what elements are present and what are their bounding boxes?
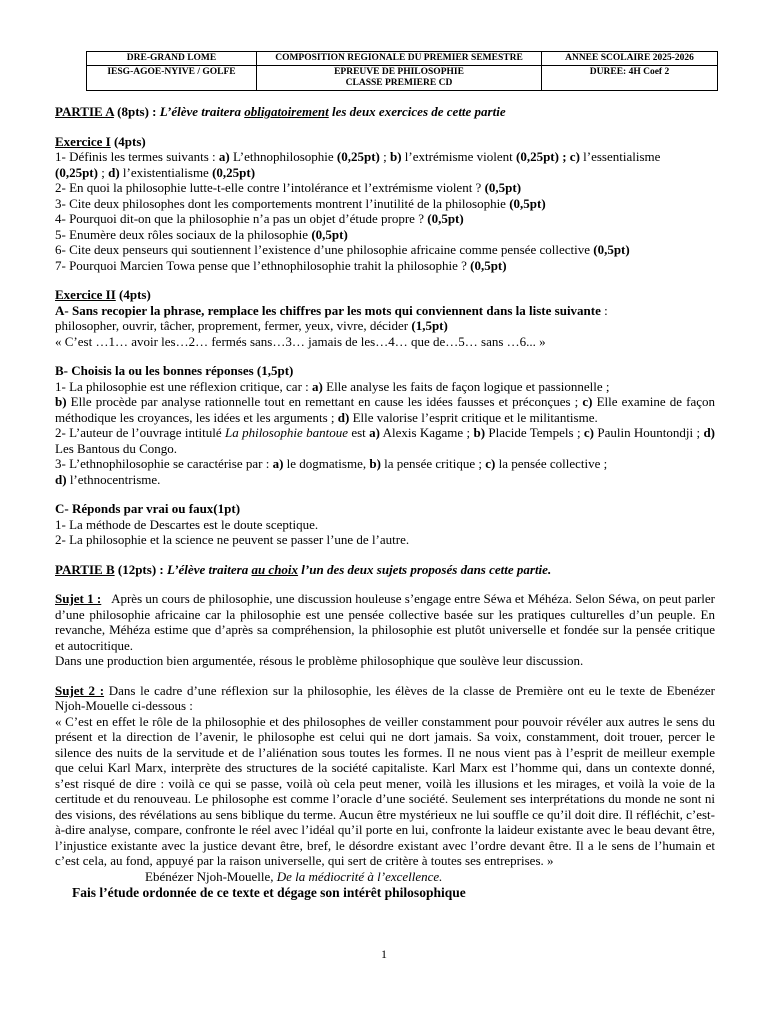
option-text: Placide Tempels ;	[485, 425, 584, 440]
part-a-instruction	[160, 104, 506, 119]
option-text: la pensée collective ;	[495, 456, 608, 471]
citation-book: De la médiocrité à l’excellence.	[276, 868, 443, 884]
part-a-heading	[55, 104, 715, 120]
header-class: CLASSE PREMIERE CD	[345, 78, 453, 88]
question-text: ;	[97, 164, 109, 180]
points: (1,5pt)	[411, 318, 448, 333]
question-text: 2- En quoi la philosophie lutte-t-elle contre l’intolérance et l’extrémisme violent ?	[55, 180, 485, 195]
question-text: 7- Pourquoi Marcien Towa pense que l’ethnophilosophie trahit la philosophie ?	[55, 257, 471, 273]
question-text: 6- Cite deux penseurs qui soutiennent l’existence d’une philosophie africaine comme pensée collective	[55, 242, 594, 257]
option-letter: b)	[369, 456, 381, 471]
part-b-points: (12pts) :	[114, 561, 167, 577]
option-letter: d)	[55, 471, 67, 487]
option-text: Paulin Hountondji ;	[594, 425, 704, 440]
part-b-heading	[55, 562, 715, 578]
sujet-1-text: Après un cours de philosophie, une discussion houleuse s’engage entre Séwa et Méhéza. Selon Séwa, on peut parler d’une philosophie africaine car la philosophie est une pensée collective basée sur les pratiques culturelles d’un peuple. En revanche, Méhéza estime que d’après sa compréhension, la philosophie est plutôt universelle et fondée sur la pensée critique et autocritique.	[55, 591, 716, 653]
part-b-instruction-3: l’un des deux sujets proposés dans cette partie.	[298, 561, 552, 577]
option-text: Elle analyse les faits de façon logique et passionnelle ;	[322, 378, 610, 394]
header-table	[86, 51, 718, 91]
question-text: 5- Enumère deux rôles sociaux de la philosophie	[55, 226, 312, 242]
question-2	[55, 180, 715, 196]
true-false-1: 1- La méthode de Descartes est le doute sceptique.	[55, 516, 319, 532]
points: (0,5pt)	[470, 257, 507, 273]
header-subject	[257, 66, 542, 91]
exercise-2-heading	[55, 287, 715, 303]
section-a-instruction	[55, 303, 715, 319]
part-b-instruction-2: au choix	[251, 561, 299, 577]
option-letter: b)	[389, 149, 402, 164]
sujet-2-task: Fais l’étude ordonnée de ce texte et dégage son intérêt philosophique	[72, 885, 466, 900]
points: (0,5pt)	[427, 211, 464, 226]
option-letter: c)	[569, 149, 580, 164]
option-letter: d)	[337, 409, 350, 425]
option-letter: a)	[369, 425, 380, 440]
option-letter: a)	[272, 456, 284, 471]
points: (0,5pt)	[593, 242, 630, 257]
question-text: 4- Pourquoi dit-on que la philosophie n’a pas un objet d’étude propre ?	[55, 211, 428, 226]
option-letter: d)	[703, 425, 716, 440]
option-text: Elle examine de façon méthodique les croyances, les idées et les arguments ;	[55, 394, 716, 425]
points: (0,25pt)	[55, 164, 98, 180]
sujet-1	[55, 591, 715, 653]
question-5	[55, 227, 715, 243]
question-1	[55, 149, 715, 180]
part-a-title: PARTIE A	[55, 104, 114, 119]
points: (0,5pt)	[509, 195, 546, 211]
sujet-1-label: Sujet 1 :	[55, 591, 102, 606]
question-text: ;	[379, 149, 390, 164]
question-text: 1- La philosophie est une réflexion critique, car :	[55, 378, 313, 394]
option-letter: c)	[485, 456, 496, 471]
option-letter: c)	[583, 425, 595, 440]
sujet-2-quote: « C’est en effet le rôle de la philosophie et des philosophes de veiller constamment pour pouvoir révéler aux autres le sens du présent et la direction de l’avenir, le philosophe est celui qui ne dort jamais. Sa voix, constamment, doit trouer, percer le silence des nuits de la servitude et de l’aliénation sous toutes les formes. Il ne nous vient pas à l’esprit de meilleur exemple que celui Karl Marx, interprète des structures de la société capitaliste. Karl Marx est l’homme qui, dans un contexte donné, s’est risqué de dire : voilà ce qui se passe, voilà où cela peut mener, voilà les illusions et les mirages, et voilà la voie de la certitude et du renouveau. Le philosophe est comme l’oracle d’une société. Seulement ses interprétations du monde ne sont ni des visions, des révélations au sens biblique du terme. Aucun être mystérieux ne lui souffle ce qu’il doit dire. Il réfléchit, c’est-à-dire analyse, compare, confronte le réel avec l’idéal qu’il porte en lui, confronte la laideur existante avec le beau devant être, l’injustice existante avec la justice devant être, bref, le désordre existant avec l’ordre devant être. Il a le sens de l’humain et c’est cela, au fond, appuyé par la raison universelle, qui sert de critère à toutes ses entreprises. »	[55, 713, 715, 868]
exercise-2-title: Exercice II	[55, 287, 116, 302]
section-a-title: A- Sans recopier la phrase, remplace les chiffres par les mots qui conviennent dans la liste suivante	[55, 302, 601, 318]
option-text: Elle procède par analyse rationnelle tout en remettant en cause les idées fausses et préconçues ;	[66, 394, 583, 409]
quote-citation	[55, 869, 715, 885]
question-text: l’essentialisme	[579, 149, 661, 164]
option-text: Alexis Kagame ;	[379, 425, 474, 440]
option-text: la pensée critique ;	[380, 456, 486, 471]
question-text: 3- L’ethnophilosophie se caractérise par :	[55, 456, 273, 471]
option-letter: a)	[312, 378, 323, 394]
section-a-colon: :	[600, 302, 608, 318]
part-a-instruction-2: obligatoirement	[244, 104, 329, 119]
option-letter: c)	[582, 394, 593, 409]
header-epreuve: EPREUVE DE PHILOSOPHIE	[334, 67, 464, 77]
question-6	[55, 242, 715, 258]
book-title: La philosophie bantoue	[225, 425, 348, 440]
header-row	[87, 66, 718, 91]
points: (0,5pt)	[484, 180, 522, 195]
part-b-title: PARTIE B	[55, 561, 115, 577]
option-text: l’ethnocentrisme.	[66, 471, 161, 487]
question-text: 1- Définis les termes suivants :	[55, 149, 219, 164]
mcq-1-options	[55, 394, 715, 425]
exercise-2-points: (4pts)	[115, 287, 151, 302]
option-letter: b)	[473, 425, 486, 440]
option-letter: d)	[108, 164, 120, 180]
option-letter: b)	[55, 394, 67, 409]
option-text: Les Bantous du Congo.	[55, 440, 178, 456]
option-text: Elle valorise l’esprit critique et le militantisme.	[349, 409, 598, 425]
question-3	[55, 196, 715, 212]
true-false-2: 2- La philosophie et la science ne peuvent se passer l’une de l’autre.	[55, 532, 410, 547]
question-4	[55, 211, 715, 227]
points: (0,25pt)	[212, 164, 256, 180]
header-school-year: ANNEE SCOLAIRE 2025-2026	[542, 52, 718, 66]
word-list	[55, 318, 715, 334]
part-a-instruction-3: les deux exercices de cette partie	[328, 104, 506, 119]
part-b-instruction-1: L’élève traitera	[166, 561, 252, 577]
header-composition: COMPOSITION REGIONALE DU PREMIER SEMESTRE	[257, 52, 542, 66]
word-list-text: philosopher, ouvrir, tâcher, proprement, fermer, yeux, vivre, décider	[55, 318, 412, 333]
mcq-3	[55, 456, 715, 487]
section-c-title: C- Réponds par vrai ou faux(1pt)	[55, 501, 241, 516]
header-duration: DUREE: 4H Coef 2	[542, 66, 718, 91]
exam-body	[55, 104, 715, 901]
header-row	[87, 52, 718, 66]
exercise-1-heading	[55, 134, 715, 150]
part-a-points: (8pts) :	[113, 104, 160, 119]
exercise-1-points: (4pts)	[110, 133, 146, 149]
points: (0,5pt)	[311, 226, 348, 242]
sujet-2	[55, 683, 715, 714]
mcq-2	[55, 425, 715, 456]
sujet-2-intro: Dans le cadre d’une réflexion sur la philosophie, les élèves de la classe de Première ont eu le texte de Ebenézer Njoh-Mouelle ci-dessous :	[55, 682, 715, 713]
section-b-title: B- Choisis la ou les bonnes réponses (1,5pt)	[55, 363, 294, 378]
sujet-1-task: Dans une production bien argumentée, résous le problème philosophique que soulève leur discussion.	[55, 653, 584, 668]
question-text: l’extrémisme violent	[401, 149, 516, 164]
header-region: DRE-GRAND LOME	[87, 52, 257, 66]
fill-in-quote: « C’est …1… avoir les…2… fermés sans…3… jamais de les…4… que de…5… sans …6... »	[55, 333, 546, 349]
question-7	[55, 258, 715, 274]
points: (0,25pt) ;	[516, 149, 567, 164]
question-text: est	[347, 425, 370, 440]
question-text: 2- L’auteur de l’ouvrage intitulé	[55, 425, 226, 440]
page-number: 1	[381, 947, 387, 961]
part-a-instruction-1: L’élève traitera	[159, 104, 245, 119]
part-b-instruction	[167, 562, 551, 577]
exercise-1-title: Exercice I	[55, 133, 111, 149]
points: (0,25pt)	[336, 149, 380, 164]
mcq-1	[55, 379, 715, 395]
citation-author: Ebénézer Njoh-Mouelle,	[145, 868, 277, 884]
question-text: l’existentialisme	[119, 164, 213, 180]
header-school: IESG-AGOE-NYIVE / GOLFE	[87, 66, 257, 91]
question-text: L’ethnophilosophie	[229, 149, 337, 164]
option-letter: a)	[218, 149, 230, 164]
option-text: le dogmatisme,	[283, 456, 370, 471]
question-text: 3- Cite deux philosophes dont les comportements montrent l’inutilité de la philosophie	[55, 195, 510, 211]
sujet-2-label: Sujet 2 :	[55, 682, 105, 698]
